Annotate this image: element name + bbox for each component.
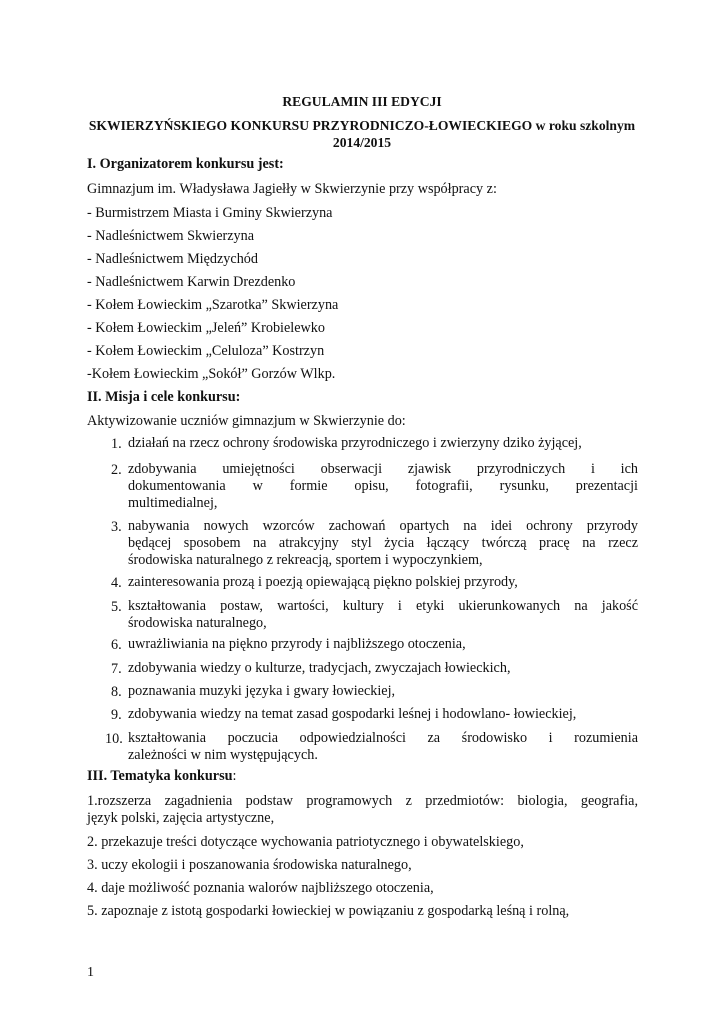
topic-item: 4. daje możliwość poznania walorów najbliższego otoczenia, bbox=[87, 880, 434, 896]
section-2-heading: II. Misja i cele konkursu: bbox=[87, 389, 241, 405]
section-1-heading: I. Organizatorem konkursu jest: bbox=[87, 156, 284, 172]
goal-number: 10. bbox=[105, 731, 123, 747]
organizer-item: - Burmistrzem Miasta i Gminy Skwierzyna bbox=[87, 205, 333, 221]
organizer-item: - Nadleśnictwem Międzychód bbox=[87, 251, 258, 267]
goal-number: 3. bbox=[111, 519, 122, 535]
goal-text: kształtowania postaw, wartości, kultury i etyki ukierunkowanych na jakość bbox=[128, 598, 638, 614]
goal-text: kształtowania poczucia odpowiedzialności za środowisko i rozumienia bbox=[128, 730, 638, 746]
goal-item bbox=[128, 518, 638, 569]
organizer-item: -Kołem Łowieckim „Sokół” Gorzów Wlkp. bbox=[87, 366, 336, 382]
goal-text: zainteresowania prozą i poezją opiewającą piękno polskiej przyrody, bbox=[128, 574, 518, 590]
goal-text: zależności w nim występujących. bbox=[128, 747, 318, 763]
topic-item-continuation: język polski, zajęcia artystyczne, bbox=[87, 810, 275, 826]
goal-text: nabywania nowych wzorców zachowań opartych na idei ochrony przyrody bbox=[128, 518, 638, 534]
goal-text: zdobywania umiejętności obserwacji zjawisk przyrodniczych i ich bbox=[128, 461, 638, 477]
topic-item: 2. przekazuje treści dotyczące wychowania patriotycznego i obywatelskiego, bbox=[87, 834, 524, 850]
goal-text: multimedialnej, bbox=[128, 495, 218, 511]
organizer-item: - Kołem Łowieckim „Celuloza” Kostrzyn bbox=[87, 343, 325, 359]
goal-item bbox=[128, 660, 638, 677]
goal-item bbox=[128, 706, 638, 723]
goal-item bbox=[128, 636, 638, 653]
goal-number: 7. bbox=[111, 661, 122, 677]
goal-number: 1. bbox=[111, 436, 122, 452]
topic-item: 3. uczy ekologii i poszanowania środowiska naturalnego, bbox=[87, 857, 412, 873]
goal-text: poznawania muzyki języka i gwary łowieckiej, bbox=[128, 683, 396, 699]
organizer-item: - Nadleśnictwem Karwin Drezdenko bbox=[87, 274, 296, 290]
section-3-title: III. Tematyka konkursu bbox=[87, 768, 233, 784]
goal-number: 5. bbox=[111, 599, 122, 615]
goal-item bbox=[128, 730, 638, 764]
goal-item bbox=[128, 598, 638, 632]
goal-text: środowiska naturalnego z rekreacją, sportem i wypoczynkiem, bbox=[128, 552, 483, 568]
organizer-item: - Nadleśnictwem Skwierzyna bbox=[87, 228, 255, 244]
goal-item bbox=[128, 435, 638, 452]
goal-item bbox=[128, 574, 638, 591]
goal-number: 4. bbox=[111, 575, 122, 591]
goal-text: będącej sposobem na atrakcyjny styl życia łączący twórczą pracę na rzecz bbox=[128, 535, 638, 551]
section-2-intro: Aktywizowanie uczniów gimnazjum w Skwierzynie do: bbox=[87, 413, 406, 429]
goal-text: środowiska naturalnego, bbox=[128, 615, 267, 631]
title-line-2: SKWIERZYŃSKIEGO KONKURSU PRZYRODNICZO-ŁOWIECKIEGO w roku szkolnym bbox=[88, 118, 636, 133]
goal-text: uwrażliwiania na piękno przyrody i najbliższego otoczenia, bbox=[128, 636, 466, 652]
section-3-heading bbox=[87, 767, 236, 785]
title-line-1: REGULAMIN III EDYCJI bbox=[282, 94, 442, 109]
section-1-intro: Gimnazjum im. Władysława Jagiełły w Skwierzynie przy współpracy z: bbox=[87, 181, 497, 197]
organizer-item: - Kołem Łowieckim „Szarotka” Skwierzyna bbox=[87, 297, 339, 313]
goal-text: działań na rzecz ochrony środowiska przyrodniczego i zwierzyny dziko żyjącej, bbox=[128, 435, 582, 451]
topic-item: 1.rozszerza zagadnienia podstaw programowych z przedmiotów: biologia, geografia, bbox=[87, 793, 638, 809]
goal-number: 9. bbox=[111, 707, 122, 723]
goal-number: 6. bbox=[111, 637, 122, 653]
goal-number: 2. bbox=[111, 462, 122, 478]
organizer-item: - Kołem Łowieckim „Jeleń” Krobielewko bbox=[87, 320, 325, 336]
goal-item bbox=[128, 683, 638, 700]
title-line-3: 2014/2015 bbox=[332, 135, 392, 150]
goal-text: zdobywania wiedzy o kulturze, tradycjach, zwyczajach łowieckich, bbox=[128, 660, 511, 676]
goal-text: zdobywania wiedzy na temat zasad gospodarki leśnej i hodowlano- łowieckiej, bbox=[128, 706, 577, 722]
goal-item bbox=[128, 461, 638, 512]
topic-item: 5. zapoznaje z istotą gospodarki łowieckiej w powiązaniu z gospodarką leśną i rolną, bbox=[87, 903, 570, 919]
goal-text: dokumentowania w formie opisu, fotografii, rysunku, prezentacji bbox=[128, 478, 638, 494]
goal-number: 8. bbox=[111, 684, 122, 700]
page-number: 1 bbox=[87, 965, 94, 980]
section-3-colon: : bbox=[232, 768, 237, 784]
